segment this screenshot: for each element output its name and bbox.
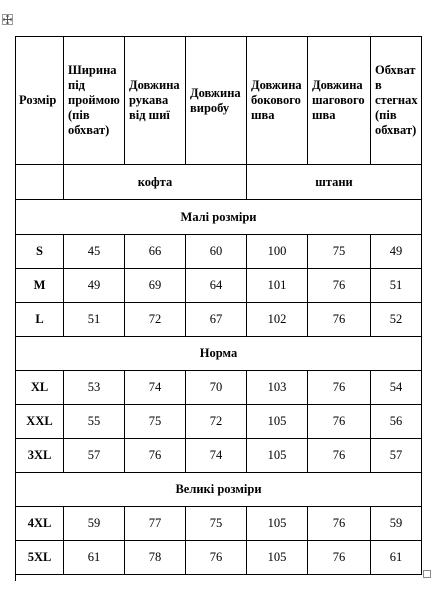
value-cell: 76 — [308, 303, 371, 337]
value-cell: 67 — [186, 303, 247, 337]
table-resize-handle[interactable] — [423, 570, 431, 578]
table-row — [16, 371, 422, 405]
size-cell: 4XL — [16, 507, 64, 541]
value-cell: 76 — [186, 541, 247, 575]
value-cell: 54 — [371, 371, 422, 405]
value-cell: 57 — [64, 439, 125, 473]
value-cell: 103 — [247, 371, 308, 405]
category-bottom: штани — [247, 165, 422, 200]
value-cell: 75 — [125, 405, 186, 439]
value-cell: 102 — [247, 303, 308, 337]
header-garment-length: Довжина виробу — [186, 37, 247, 165]
table-row — [16, 235, 422, 269]
size-cell: XXL — [16, 405, 64, 439]
value-cell: 59 — [64, 507, 125, 541]
value-cell: 66 — [125, 235, 186, 269]
header-side-seam-length: Довжина бокового шва — [247, 37, 308, 165]
value-cell: 51 — [371, 269, 422, 303]
category-empty-cell — [16, 165, 64, 200]
section-title: Малі розміри — [16, 200, 422, 235]
value-cell: 52 — [371, 303, 422, 337]
value-cell: 70 — [186, 371, 247, 405]
value-cell: 105 — [247, 439, 308, 473]
section-title: Норма — [16, 337, 422, 371]
table-row — [16, 405, 422, 439]
size-cell: L — [16, 303, 64, 337]
size-cell: XL — [16, 371, 64, 405]
header-chest-width: Ширина під проймою (пів обхват) — [64, 37, 125, 165]
value-cell: 105 — [247, 405, 308, 439]
value-cell: 75 — [308, 235, 371, 269]
value-cell: 76 — [308, 507, 371, 541]
value-cell: 61 — [64, 541, 125, 575]
value-cell: 72 — [186, 405, 247, 439]
value-cell: 45 — [64, 235, 125, 269]
value-cell: 64 — [186, 269, 247, 303]
value-cell: 105 — [247, 507, 308, 541]
header-inseam-length: Довжина шагового шва — [308, 37, 371, 165]
value-cell: 76 — [308, 371, 371, 405]
value-cell: 49 — [371, 235, 422, 269]
size-chart-table — [15, 36, 422, 575]
size-cell: M — [16, 269, 64, 303]
value-cell: 51 — [64, 303, 125, 337]
section-row — [16, 473, 422, 507]
value-cell: 77 — [125, 507, 186, 541]
value-cell: 105 — [247, 541, 308, 575]
table-row — [16, 269, 422, 303]
value-cell: 55 — [64, 405, 125, 439]
value-cell: 59 — [371, 507, 422, 541]
table-move-handle-icon[interactable] — [2, 14, 13, 25]
value-cell: 76 — [308, 269, 371, 303]
value-cell: 76 — [308, 405, 371, 439]
category-top: кофта — [64, 165, 247, 200]
table-row — [16, 439, 422, 473]
value-cell: 78 — [125, 541, 186, 575]
value-cell: 74 — [186, 439, 247, 473]
size-cell: S — [16, 235, 64, 269]
value-cell: 57 — [371, 439, 422, 473]
size-cell: 5XL — [16, 541, 64, 575]
header-size: Розмір — [16, 37, 64, 165]
header-row — [16, 37, 422, 165]
table-row — [16, 303, 422, 337]
value-cell: 76 — [125, 439, 186, 473]
value-cell: 72 — [125, 303, 186, 337]
value-cell: 53 — [64, 371, 125, 405]
value-cell: 49 — [64, 269, 125, 303]
text-cursor — [15, 571, 16, 581]
value-cell: 76 — [308, 439, 371, 473]
value-cell: 74 — [125, 371, 186, 405]
header-sleeve-length: Довжина рукава від шиї — [125, 37, 186, 165]
value-cell: 56 — [371, 405, 422, 439]
section-row — [16, 337, 422, 371]
size-cell: 3XL — [16, 439, 64, 473]
category-row — [16, 165, 422, 200]
table-row — [16, 541, 422, 575]
header-hip-girth: Обхват в стегнах (пів обхват) — [371, 37, 422, 165]
value-cell: 69 — [125, 269, 186, 303]
value-cell: 61 — [371, 541, 422, 575]
table-row — [16, 507, 422, 541]
section-row — [16, 200, 422, 235]
value-cell: 75 — [186, 507, 247, 541]
section-title: Великі розміри — [16, 473, 422, 507]
value-cell: 101 — [247, 269, 308, 303]
value-cell: 100 — [247, 235, 308, 269]
value-cell: 76 — [308, 541, 371, 575]
value-cell: 60 — [186, 235, 247, 269]
